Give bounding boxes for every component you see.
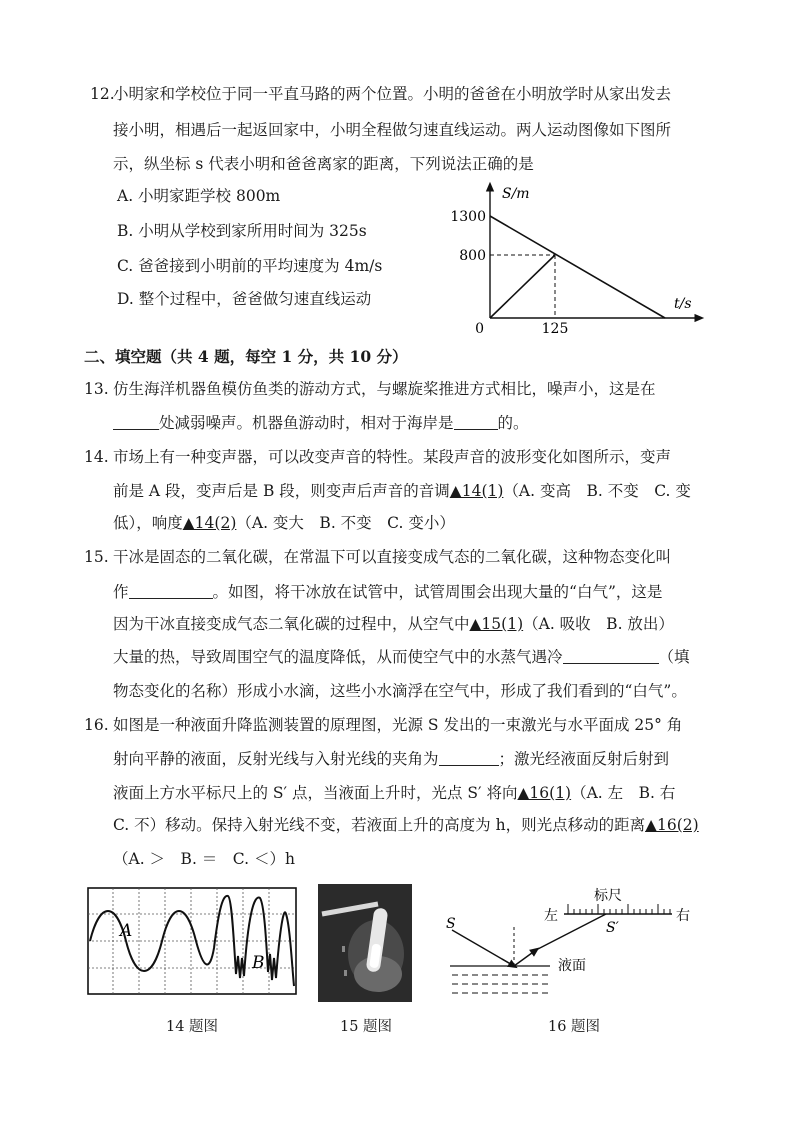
q14-line2: 前是 A 段，变声后是 B 段，则变声后声音的音调▲14(1)（A. 变高 B. 不变 C. 变 xyxy=(113,482,691,500)
q15-line1: 干冰是固态的二氧化碳，在常温下可以直接变成气态的二氧化碳，这种物态变化叫 xyxy=(113,548,672,566)
q12-number: 12. xyxy=(90,85,115,103)
fig16-label-s-prime: S′ xyxy=(606,920,619,936)
q12-option-b: B. 小明从学校到家所用时间为 325s xyxy=(117,222,367,240)
fig14-waveform xyxy=(86,886,298,996)
fig16-label-left: 左 xyxy=(544,908,558,924)
q13-number: 13. xyxy=(84,380,109,398)
q12-option-a: A. 小明家距学校 800m xyxy=(117,187,281,205)
fig16-caption: 16 题图 xyxy=(548,1019,601,1035)
fig14-label-a: A xyxy=(120,921,133,941)
graph-tick-800: 800 xyxy=(459,248,486,264)
q12-line3: 示，纵坐标 s 代表小明和爸爸离家的距离，下列说法正确的是 xyxy=(113,155,534,173)
q16-line2: 射向平静的液面，反射光线与入射光线的夹角为 ；激光经液面反射后射到 xyxy=(113,750,670,768)
fig16-label-right: 右 xyxy=(676,908,690,924)
graph-tick-1300: 1300 xyxy=(450,209,486,225)
fig16-label-liquid: 液面 xyxy=(558,958,586,974)
q16-line4: C. 不）移动。保持入射光线不变，若液面上升的高度为 h，则光点移动的距离▲16(2) xyxy=(113,816,699,834)
q15-number: 15. xyxy=(84,548,109,566)
section-heading: 二、填空题（共 4 题，每空 1 分，共 10 分） xyxy=(84,347,408,366)
q12-option-c: C. 爸爸接到小明前的平均速度为 4m/s xyxy=(117,257,383,275)
fig16-label-s: S xyxy=(446,916,456,932)
q12-line2: 接小明，相遇后一起返回家中，小明全程做匀速直线运动。两人运动图像如下图所 xyxy=(113,121,672,139)
q13-line2: 处减弱噪声。机器鱼游动时，相对于海岸是 的。 xyxy=(113,412,529,434)
q16-line3: 液面上方水平标尺上的 S′ 点，当液面上升时，光点 S′ 将向▲16(1)（A. 左 B. 右 xyxy=(113,784,676,802)
q13-blank-1[interactable] xyxy=(113,413,159,430)
q16-blank-1[interactable] xyxy=(439,749,499,766)
graph-y-label: S/m xyxy=(502,186,530,202)
q13-blank-2[interactable] xyxy=(454,413,498,430)
q16-answer-mark-2[interactable]: ▲16(2) xyxy=(645,816,699,834)
graph-line-xiaoming xyxy=(490,216,665,318)
q15-line3: 因为干冰直接变成气态二氧化碳的过程中，从空气中▲15(1)（A. 吸收 B. 放出） xyxy=(113,615,674,633)
q15-blank-1[interactable] xyxy=(129,582,213,599)
q14-line1: 市场上有一种变声器，可以改变声音的特性。某段声音的波形变化如图所示，变声 xyxy=(113,448,672,466)
q12-line1: 小明家和学校位于同一平直马路的两个位置。小明的爸爸在小明放学时从家出发去 xyxy=(113,85,672,103)
q14-answer-mark-2[interactable]: ▲14(2) xyxy=(182,514,237,532)
graph-x-label: t/s xyxy=(674,296,692,312)
q15-line5: 物态变化的名称）形成小水滴，这些小水滴浮在空气中，形成了我们看到的“白气”。 xyxy=(113,682,687,700)
fig16-laser-diagram xyxy=(440,884,710,1002)
graph-tick-125: 125 xyxy=(541,321,569,337)
fig15-caption: 15 题图 xyxy=(340,1019,393,1035)
q15-blank-2[interactable] xyxy=(563,647,659,664)
q14-line3: 低），响度▲14(2)（A. 变大 B. 不变 C. 变小） xyxy=(113,514,455,532)
fig15-test-tube-photo xyxy=(318,884,412,1002)
fig14-caption: 14 题图 xyxy=(166,1019,219,1035)
q13-line1: 仿生海洋机器鱼模仿鱼类的游动方式，与螺旋桨推进方式相比，噪声小，这是在 xyxy=(113,380,656,398)
q14-answer-mark-1[interactable]: ▲14(1) xyxy=(449,482,504,500)
q12-distance-time-graph xyxy=(440,180,710,340)
q15-line2: 作 。如图，将干冰放在试管中，试管周围会出现大量的“白气”，这是 xyxy=(113,583,663,601)
fig14-label-b: B xyxy=(252,953,265,973)
q16-number: 16. xyxy=(84,716,109,734)
graph-line-dad xyxy=(490,255,555,318)
q16-line1: 如图是一种液面升降监测装置的原理图，光源 S 发出的一束激光与水平面成 25° 角 xyxy=(113,716,683,734)
q14-number: 14. xyxy=(84,448,109,466)
q12-option-d: D. 整个过程中，爸爸做匀速直线运动 xyxy=(117,290,372,308)
q15-line4: 大量的热，导致周围空气的温度降低，从而使空气中的水蒸气遇冷 （填 xyxy=(113,648,690,666)
graph-origin: 0 xyxy=(475,321,484,337)
q15-answer-mark[interactable]: ▲15(1) xyxy=(469,615,524,633)
q16-answer-mark-1[interactable]: ▲16(1) xyxy=(517,784,572,802)
fig16-label-ruler: 标尺 xyxy=(594,888,622,904)
q16-line5: （A. ＞ B. ＝ C. ＜）h xyxy=(113,850,295,868)
